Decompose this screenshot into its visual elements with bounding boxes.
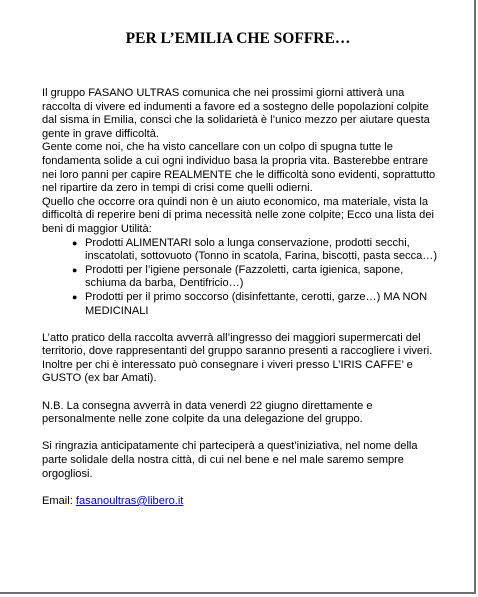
note-paragraph: N.B. La consegna avverrà in data venerdì 22 giugno direttamente e personalmente nelle zone colpite da una delegazione del gruppo. <box>42 399 373 426</box>
list-item-text: Prodotti ALIMENTARI solo a lunga conservazione, prodotti secchi, inscatolati, sottovuoto (Tonno in scatola, Farina, biscotti, pasta secca…) <box>85 236 438 263</box>
bullet-icon: ● <box>72 291 78 302</box>
spacer <box>42 318 442 332</box>
collection-paragraph: L’atto pratico della raccolta avverrà all’ingresso dei maggiori supermercati del territorio, dove rappresentanti del gruppo saranno presenti a raccogliere i viveri. <box>42 331 433 358</box>
intro-paragraph: Il gruppo FASANO ULTRAS comunica che nei prossimi giorni attiverà una raccolta di vivere ed indumenti a favore ed a sostegno delle popolazioni colpite dal sisma in Emilia, consci che la solidarietà è l’unico mezzo per aiutare questa gente in grave difficoltà. <box>42 87 430 140</box>
list-item <box>72 263 442 291</box>
email-line <box>42 495 442 509</box>
email-label: Email: <box>42 494 76 507</box>
thanks-paragraph: Si ringrazia anticipatamente chi parteciperà a quest’iniziativa, nel nome della parte solidale della nostra città, di cui nel bene e nel male saremo sempre orgogliosi. <box>42 440 418 480</box>
bullet-icon: ● <box>72 264 78 275</box>
solidarity-paragraph: Gente come noi, che ha visto cancellare con un colpo di spugna tutte le fondamenta solide a cui ogni individuo basa la propria vita. Basterebbe entrare nei loro panni per capire REALMENTE che le difficoltà sono evidenti, soprattutto nel ripartire da zero in tempi di crisi come quelli odierni. <box>42 141 436 195</box>
goods-list <box>42 237 442 319</box>
bullet-icon: ● <box>72 237 78 248</box>
page-title: PER L’EMILIA CHE SOFFRE… <box>125 30 351 47</box>
spacer <box>42 427 442 441</box>
list-item-text: Prodotti per l’igiene personale (Fazzoletti, carta igienica, sapone, schiuma da barba, Dentifricio…) <box>85 263 404 290</box>
document-body <box>42 87 442 508</box>
email-link[interactable]: fasanoultras@libero.it <box>75 494 184 507</box>
spacer <box>42 481 442 495</box>
list-item <box>72 290 442 318</box>
list-item <box>72 236 442 264</box>
delivery-point-paragraph: Inoltre per chi è interessato può consegnare i viveri presso L’IRIS CAFFE’ e GUSTO (ex bar Amati). <box>42 358 413 385</box>
needs-paragraph: Quello che occorre ora quindi non è un aiuto economico, ma materiale, vista la difficoltà di reperire beni di prima necessità nelle zone colpite; Ecco una lista dei beni di maggior Utilità: <box>42 195 434 235</box>
spacer <box>42 386 442 400</box>
list-item-text: Prodotti per il primo soccorso (disinfettante, cerotti, garze…) MA NON MEDICINALI <box>85 290 428 317</box>
